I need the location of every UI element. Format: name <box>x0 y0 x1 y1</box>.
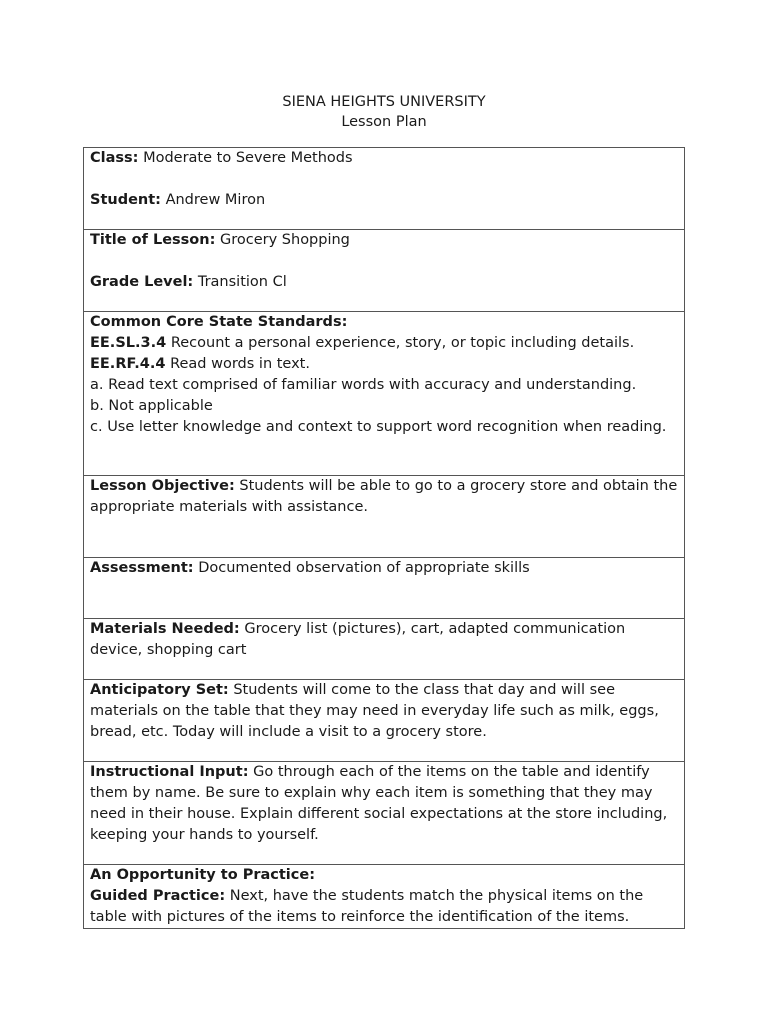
standard-text: Recount a personal experience, story, or topic including details. <box>170 335 635 351</box>
standard-item <box>90 354 678 375</box>
instructional-input-label: Instructional Input: <box>90 764 249 780</box>
lesson-objective-label: Lesson Objective: <box>90 478 235 494</box>
cell-title-grade <box>84 230 685 312</box>
standard-code: EE.RF.4.4 <box>90 356 166 372</box>
cell-practice <box>84 865 685 929</box>
class-line <box>90 148 678 169</box>
title-line <box>90 230 678 251</box>
cell-anticipatory-set <box>84 680 685 762</box>
title-value: Grocery Shopping <box>220 232 350 248</box>
standard-sub-item: a. Read text comprised of familiar words with accuracy and understanding. <box>90 377 637 393</box>
cell-assessment <box>84 558 685 619</box>
row-assessment <box>84 558 685 619</box>
practice-heading: An Opportunity to Practice: <box>90 867 315 883</box>
standard-code: EE.SL.3.4 <box>90 335 167 351</box>
title-label: Title of Lesson: <box>90 232 216 248</box>
row-standards <box>84 312 685 476</box>
row-practice <box>84 865 685 929</box>
cell-lesson-objective <box>84 476 685 558</box>
materials-value: Grocery list (pictures), cart, adapted communication device, shopping cart <box>90 621 626 658</box>
cell-standards <box>84 312 685 476</box>
university-name: SIENA HEIGHTS UNIVERSITY <box>282 94 486 110</box>
assessment-label: Assessment: <box>90 560 194 576</box>
anticipatory-set-value: Students will come to the class that day and will see materials on the table that they may need in everyday life such as milk, eggs, bread, etc. Today will include a visit to a grocery store. <box>90 682 659 740</box>
row-materials <box>84 619 685 680</box>
standards-heading: Common Core State Standards: <box>90 314 348 330</box>
document-header <box>0 92 768 132</box>
cell-instructional-input <box>84 762 685 865</box>
assessment-value: Documented observation of appropriate skills <box>198 560 530 576</box>
guided-practice-label: Guided Practice: <box>90 888 226 904</box>
standard-sub-item: b. Not applicable <box>90 398 213 414</box>
row-title-grade <box>84 230 685 312</box>
row-lesson-objective <box>84 476 685 558</box>
lesson-objective-value: Students will be able to go to a grocery store and obtain the appropriate materials with assistance. <box>90 478 678 515</box>
cell-class-student <box>84 148 685 230</box>
student-value: Andrew Miron <box>165 192 266 208</box>
row-instructional-input <box>84 762 685 865</box>
document-title: Lesson Plan <box>341 114 427 130</box>
lesson-plan-table <box>83 147 685 929</box>
class-label: Class: <box>90 150 139 166</box>
class-value: Moderate to Severe Methods <box>143 150 353 166</box>
standard-text: Read words in text. <box>170 356 310 372</box>
student-label: Student: <box>90 192 161 208</box>
standard-item <box>90 333 678 354</box>
grade-value: Transition Cl <box>197 274 287 290</box>
guided-practice-value: Next, have the students match the physical items on the table with pictures of the items to reinforce the identification of the items. <box>90 888 644 925</box>
standard-sub-item: c. Use letter knowledge and context to support word recognition when reading. <box>90 419 667 435</box>
grade-label: Grade Level: <box>90 274 194 290</box>
student-line <box>90 190 678 211</box>
row-class-student <box>84 148 685 230</box>
materials-label: Materials Needed: <box>90 621 240 637</box>
instructional-input-value: Go through each of the items on the table and identify them by name. Be sure to explain why each item is something that they may need in their house. Explain different social expectations at the store including, keeping your hands to yourself. <box>90 764 668 843</box>
grade-line <box>90 272 678 293</box>
cell-materials <box>84 619 685 680</box>
row-anticipatory-set <box>84 680 685 762</box>
anticipatory-set-label: Anticipatory Set: <box>90 682 229 698</box>
